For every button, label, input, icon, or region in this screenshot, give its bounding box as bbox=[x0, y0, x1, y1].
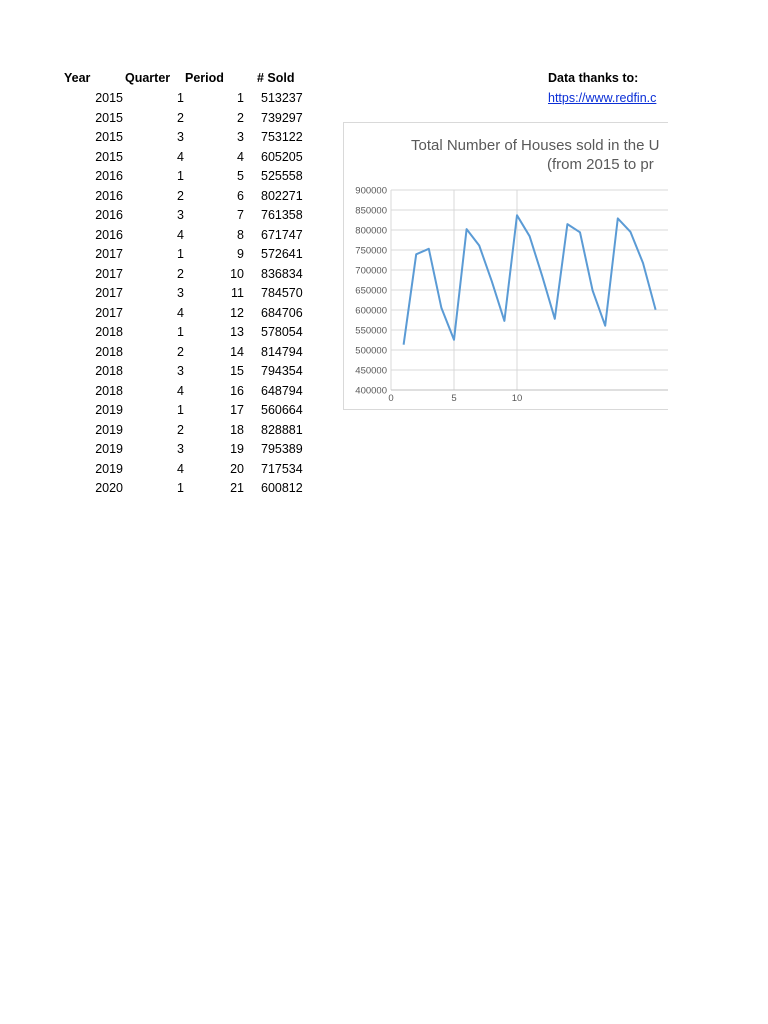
cell-year: 2017 bbox=[95, 266, 123, 281]
cell-year: 2019 bbox=[95, 422, 123, 437]
cell-quarter: 1 bbox=[177, 169, 184, 183]
cell-period: 8 bbox=[237, 227, 244, 242]
cell-quarter: 4 bbox=[177, 149, 184, 164]
cell-sold: 717534 bbox=[261, 461, 303, 476]
y-tick-label: 550000 bbox=[355, 325, 387, 337]
cell-sold: 828881 bbox=[261, 422, 303, 437]
y-tick-label: 900000 bbox=[355, 185, 387, 197]
cell-sold: 560664 bbox=[261, 403, 303, 417]
y-tick-label: 500000 bbox=[355, 345, 387, 357]
cell-period: 10 bbox=[230, 266, 244, 281]
cell-quarter: 1 bbox=[177, 481, 184, 495]
cell-quarter: 4 bbox=[177, 461, 184, 476]
cell-year: 2019 bbox=[95, 461, 123, 476]
cell-year: 2017 bbox=[95, 286, 123, 300]
cell-sold: 684706 bbox=[261, 305, 303, 320]
cell-quarter: 1 bbox=[177, 403, 184, 417]
cell-quarter: 2 bbox=[177, 110, 184, 125]
cell-sold: 761358 bbox=[261, 208, 303, 222]
cell-period: 7 bbox=[237, 208, 244, 222]
chart-svg bbox=[343, 122, 668, 410]
cell-sold: 814794 bbox=[261, 344, 303, 359]
cell-year: 2017 bbox=[95, 247, 123, 261]
header-sold: # Sold bbox=[257, 71, 295, 85]
cell-period: 4 bbox=[237, 149, 244, 164]
chart-title-line: Total Number of Houses sold in the U bbox=[411, 137, 660, 154]
table-row bbox=[0, 325, 330, 345]
chart[interactable] bbox=[343, 122, 668, 410]
cell-period: 2 bbox=[237, 110, 244, 125]
cell-period: 1 bbox=[237, 91, 244, 105]
cell-quarter: 1 bbox=[177, 325, 184, 339]
cell-sold: 739297 bbox=[261, 110, 303, 125]
cell-sold: 784570 bbox=[261, 286, 303, 300]
table-row bbox=[0, 423, 330, 443]
cell-sold: 513237 bbox=[261, 91, 303, 105]
cell-year: 2017 bbox=[95, 305, 123, 320]
cell-quarter: 1 bbox=[177, 91, 184, 105]
chart-title-line: (from 2015 to pr bbox=[547, 156, 654, 173]
cell-year: 2018 bbox=[95, 383, 123, 398]
table-row bbox=[0, 267, 330, 287]
y-tick-label: 750000 bbox=[355, 245, 387, 257]
cell-period: 19 bbox=[230, 442, 244, 456]
cell-period: 3 bbox=[237, 130, 244, 144]
cell-period: 11 bbox=[231, 286, 244, 300]
cell-quarter: 2 bbox=[177, 344, 184, 359]
cell-period: 15 bbox=[230, 364, 244, 378]
cell-year: 2015 bbox=[95, 110, 123, 125]
cell-year: 2016 bbox=[95, 208, 123, 222]
y-tick-label: 800000 bbox=[355, 225, 387, 237]
cell-period: 16 bbox=[230, 383, 244, 398]
x-tick-label: 0 bbox=[388, 393, 394, 404]
cell-year: 2016 bbox=[95, 188, 123, 203]
header-quarter: Quarter bbox=[125, 71, 171, 85]
header-year: Year bbox=[64, 71, 91, 85]
cell-year: 2016 bbox=[95, 169, 123, 183]
cell-period: 14 bbox=[230, 344, 244, 359]
cell-quarter: 1 bbox=[177, 247, 184, 261]
cell-quarter: 4 bbox=[177, 305, 184, 320]
table-row bbox=[0, 286, 330, 306]
y-tick-label: 850000 bbox=[355, 205, 387, 217]
cell-year: 2018 bbox=[95, 364, 123, 378]
cell-year: 2018 bbox=[95, 325, 123, 339]
table-row bbox=[0, 91, 330, 111]
cell-quarter: 2 bbox=[177, 188, 184, 203]
cell-quarter: 3 bbox=[177, 130, 184, 144]
table-row bbox=[0, 364, 330, 384]
table-row bbox=[0, 189, 330, 209]
x-tick-label: 5 bbox=[451, 393, 457, 404]
table-row bbox=[0, 442, 330, 462]
header-period: Period bbox=[185, 71, 224, 85]
x-tick-label: 10 bbox=[511, 393, 523, 404]
credit-link[interactable]: https://www.redfin.c bbox=[548, 91, 657, 105]
table-row bbox=[0, 384, 330, 404]
cell-period: 13 bbox=[230, 325, 244, 339]
cell-sold: 802271 bbox=[261, 188, 303, 203]
cell-period: 5 bbox=[237, 169, 244, 183]
y-tick-label: 450000 bbox=[355, 365, 387, 377]
y-tick-label: 400000 bbox=[355, 385, 387, 397]
table-row bbox=[0, 150, 330, 170]
credit-label: Data thanks to: bbox=[548, 71, 639, 85]
y-tick-label: 600000 bbox=[355, 305, 387, 317]
cell-period: 21 bbox=[230, 481, 244, 495]
cell-sold: 572641 bbox=[261, 247, 303, 261]
table-row bbox=[0, 481, 330, 501]
cell-quarter: 4 bbox=[177, 383, 184, 398]
cell-sold: 753122 bbox=[261, 130, 303, 144]
table-row bbox=[0, 462, 330, 482]
cell-period: 9 bbox=[237, 247, 244, 261]
cell-sold: 605205 bbox=[261, 149, 303, 164]
y-tick-label: 700000 bbox=[355, 265, 387, 277]
cell-sold: 525558 bbox=[261, 169, 303, 183]
cell-quarter: 4 bbox=[177, 227, 184, 242]
cell-quarter: 3 bbox=[177, 364, 184, 378]
cell-quarter: 2 bbox=[177, 422, 184, 437]
cell-quarter: 2 bbox=[177, 266, 184, 281]
cell-year: 2015 bbox=[95, 149, 123, 164]
cell-sold: 795389 bbox=[261, 442, 303, 456]
table-row bbox=[0, 306, 330, 326]
cell-sold: 600812 bbox=[261, 481, 303, 495]
cell-sold: 578054 bbox=[261, 325, 303, 339]
cell-quarter: 3 bbox=[177, 208, 184, 222]
cell-period: 20 bbox=[230, 461, 244, 476]
cell-sold: 648794 bbox=[261, 383, 303, 398]
cell-year: 2016 bbox=[95, 227, 123, 242]
cell-sold: 836834 bbox=[261, 266, 303, 281]
table-row bbox=[0, 111, 330, 131]
table-row bbox=[0, 169, 330, 189]
y-tick-label: 650000 bbox=[355, 285, 387, 297]
cell-period: 12 bbox=[230, 305, 244, 320]
cell-sold: 671747 bbox=[261, 227, 303, 242]
table-row bbox=[0, 403, 330, 423]
cell-year: 2018 bbox=[95, 344, 123, 359]
cell-year: 2015 bbox=[95, 91, 123, 105]
table-row bbox=[0, 130, 330, 150]
table-row bbox=[0, 247, 330, 267]
table-row bbox=[0, 228, 330, 248]
cell-year: 2015 bbox=[95, 130, 123, 144]
cell-period: 18 bbox=[230, 422, 244, 437]
cell-quarter: 3 bbox=[177, 286, 184, 300]
table-row bbox=[0, 208, 330, 228]
table-row bbox=[0, 345, 330, 365]
cell-quarter: 3 bbox=[177, 442, 184, 456]
cell-year: 2019 bbox=[95, 403, 123, 417]
cell-sold: 794354 bbox=[261, 364, 303, 378]
cell-period: 17 bbox=[230, 403, 244, 417]
cell-year: 2020 bbox=[95, 481, 123, 495]
cell-period: 6 bbox=[237, 188, 244, 203]
cell-year: 2019 bbox=[95, 442, 123, 456]
